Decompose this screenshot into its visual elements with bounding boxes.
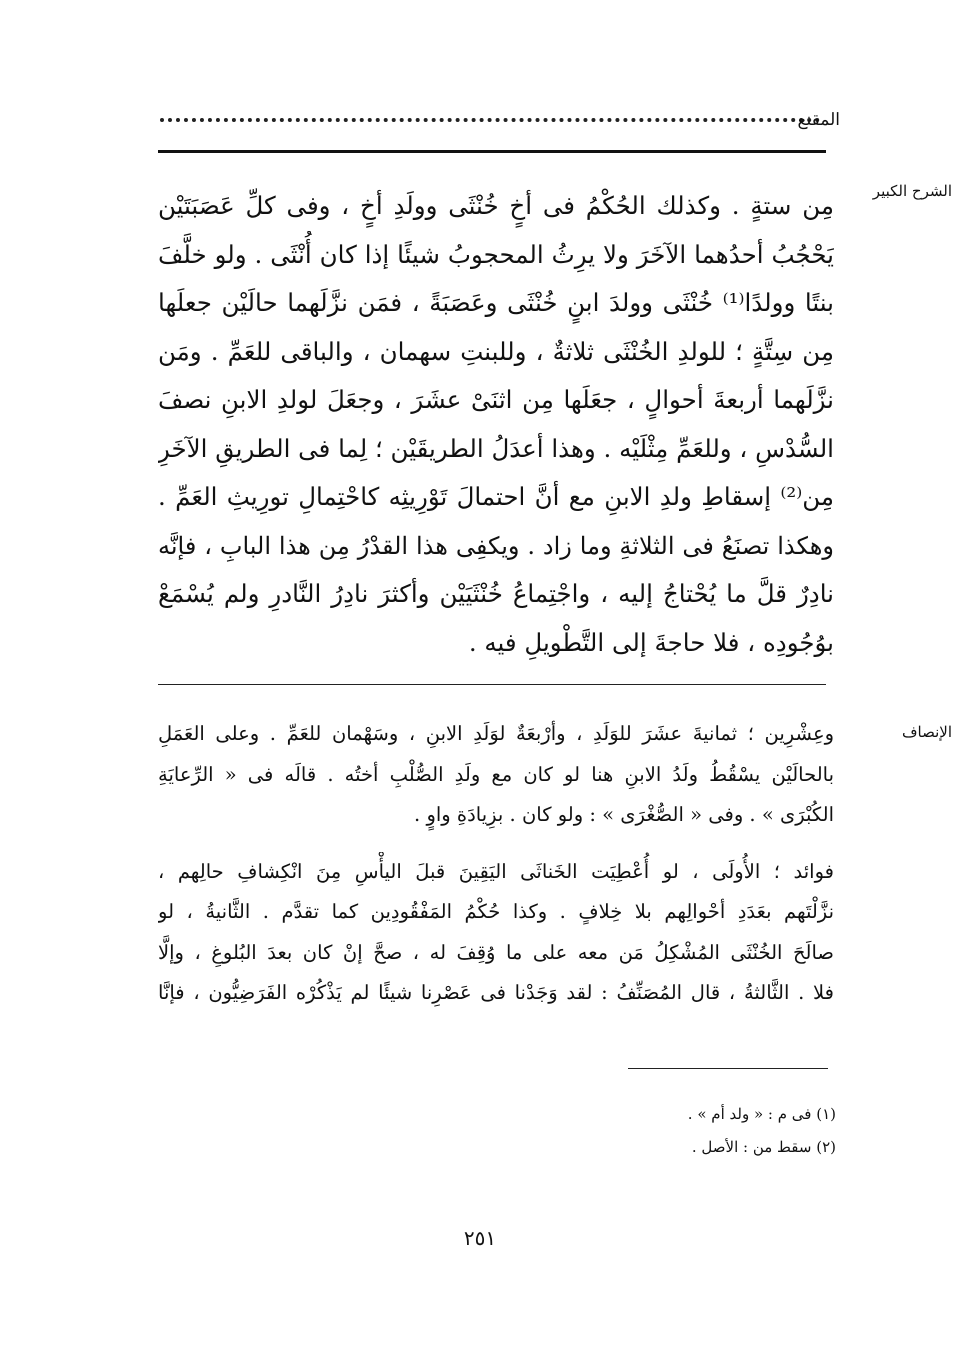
text-line: بنتًا وولدًا⁽¹⁾ خُنْثَى وولدَ ابنٍ خُنْثَى وعَصَبَةً ، فمَن نزَّلَهما حالَيْن جعلَها <box>158 288 834 317</box>
running-header <box>160 110 840 140</box>
text-line: فلا . الثَّالثةُ ، قال المُصَنِّفُ : لقد وَجَدْنا فى عَصْرِنا شيئًا لم يَذْكُرْه الفَرَضِيُّون ، فإنَّا <box>158 981 834 1004</box>
text-line: نزَّلْتَهم بعَدَدِ أحْوالِهم بلا خِلافٍ . وكذا حُكْمُ المَفْقُودِين كما تقدَّم . الثَّانيةُ ، لو <box>158 900 834 923</box>
section-label-sharh: الشرح الكبير <box>872 182 952 200</box>
footnote: (١) فى م : « ولد أم » . <box>687 1105 836 1123</box>
text-line: بالحالَيْن يسْقُطُ ولَدُ الابنِ هنا لو كان مع ولَدِ الصُّلْبِ أختُه . قالَه فى « الرِّعايَةِ <box>158 762 834 786</box>
text-line: يَحْجُبُ أحدُهما الآخَرَ ولا يرِثُ المحجوبُ شيئًا إذا كان أُنْثَى . ولو خلَّفَ <box>158 239 834 269</box>
paragraph-gap <box>158 836 834 852</box>
book-title: المقنع <box>797 110 840 130</box>
text-line: السُّدْسِ ، وللعَمِّ مِثْلَيْه . وهذا أعدَلُ الطريقَيْن ؛ لِما فى الطريقِ الآخَرِ <box>158 433 834 463</box>
footnotes <box>400 1098 836 1164</box>
text-line: مِن⁽²⁾ إسقاطِ ولدِ الابنِ مع أنَّ احتمالَ تَوْرِيثِه كاحْتِمالِ تورِيثِ العَمِّ . <box>158 482 834 511</box>
text-line: نزَّلَهما أربعةَ أحوالٍ ، جعَلَها مِن اثنَىْ عشَرَ ، وجعَلَ لولدِ الابنِ نصفَ <box>158 385 834 414</box>
text-line: الكُبْرَى » . وفى « الصُّغْرَى » : ولو كان . بزِيادَةِ واوٍ . <box>414 803 834 826</box>
text-line: فوائد ؛ الأُولَى ، لو أُعْطِيَت الخَناثَى اليَقِينَ قبلَ اليأْسِ مِنَ انْكِشافِ حالِهم ، <box>158 859 834 883</box>
footnote: (٢) سقط من : الأصل . <box>691 1138 836 1156</box>
text-line: مِن ستةٍ . وكذلك الحُكْمُ فى أخٍ خُنْثَى وولَدِ أخٍ ، وفى كلِّ عَصَبَتَيْن <box>158 191 834 220</box>
text-line: وهكذا تصنَعُ فى الثلاثةِ وما زاد . ويكفِى هذا القدْرُ مِن هذا البابِ ، فإنَّه <box>158 531 834 560</box>
insaf-text-block <box>158 714 834 1014</box>
section-label-insaf: الإنصاف <box>901 723 952 741</box>
text-line: بوُجُودِه ، فلا حاجةَ إلى التَّطْويلِ فيه . <box>468 627 834 657</box>
page-number: ٢٥١ <box>463 1226 497 1250</box>
text-line: نادِرٌ قلَّ ما يُحْتاجُ إليه ، واجْتِماعُ خُنْثَيَيْن وأكثرَ نادِرُ النَّادرِ ولم يُسْمَعْ <box>158 579 834 608</box>
section-divider <box>158 684 826 685</box>
footnote-rule <box>628 1068 828 1069</box>
leader-dots <box>160 118 820 122</box>
text-line: مِن سِتَّةٍ ؛ للولدِ الخُنْثَى ثلاثةٌ ، وللبنتِ سهمان ، والباقى للعَمِّ . ومَن <box>158 336 834 366</box>
text-line: وعِشْرِين ؛ ثمانيةَ عشَرَ للوَلَدِ ، وأرْبعَةٌ لوَلَدِ الابنِ ، وسَهْمان للعَمِّ . وعلى العَمَلِ <box>158 722 834 745</box>
header-rule <box>158 150 826 153</box>
sharh-text-block <box>158 182 834 667</box>
text-line: صالَحَ الخُنْثَى المُشْكِلُ مَن معه على ما وُقِفَ له ، صحَّ إنْ كان بعدَ البُلوغِ ، وإلَّا <box>158 940 834 964</box>
